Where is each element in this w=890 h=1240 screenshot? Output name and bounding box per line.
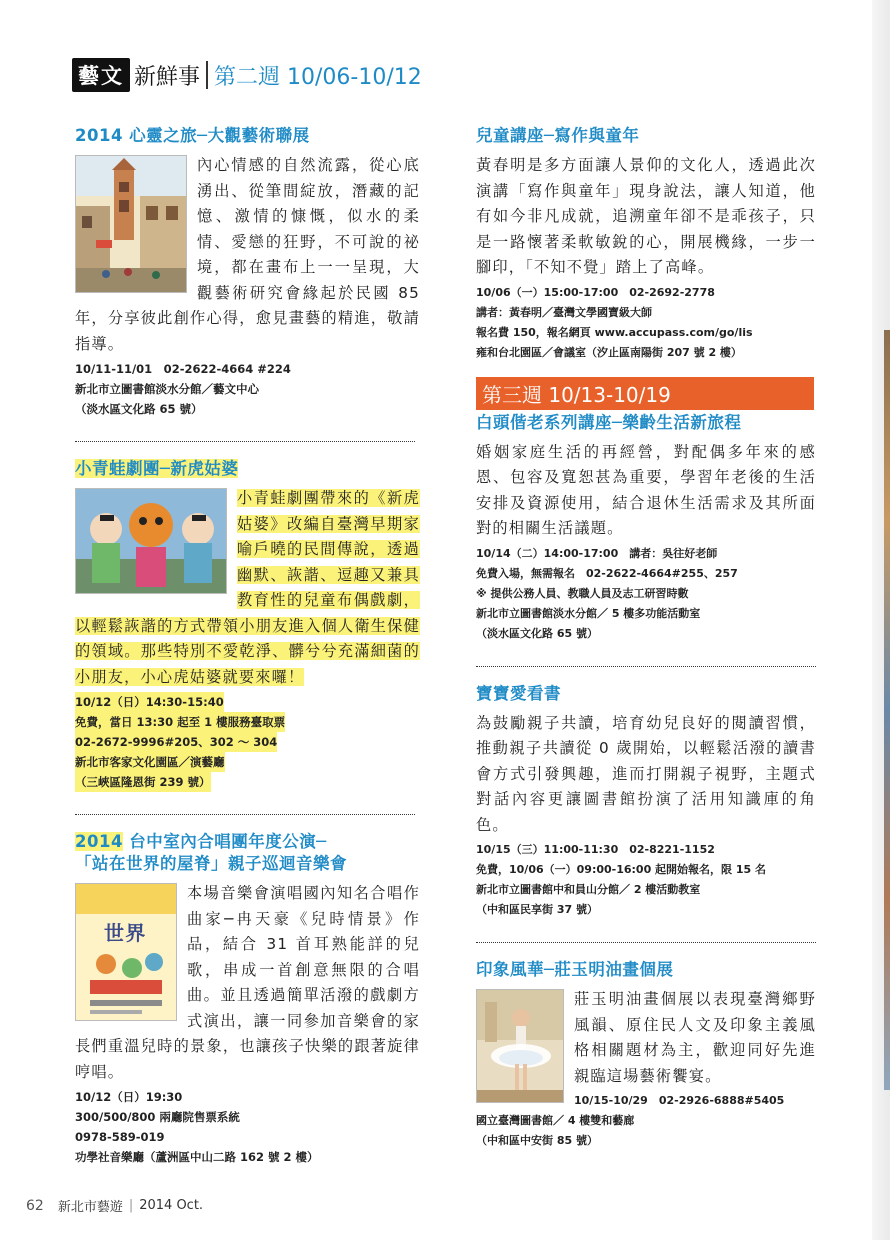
article-body: 黃春明是多方面讓人景仰的文化人，透過此次演講「寫作與童年」現身說法，讓人知道，他有如今非凡成就，追溯童年卻不是乖孩子，只是一路懷著柔軟敏銳的心，開展機緣，一步一腳印，「不知不覺」踏上了高峰。 — [476, 156, 816, 276]
meta-line: 免費，當日 13:30 起至 1 樓服務臺取票 — [75, 712, 285, 732]
article-senior-life — [476, 412, 816, 644]
meta-line: 功學社音樂廳（蘆洲區中山二路 162 號 2 樓） — [75, 1150, 319, 1164]
article-art-exhibition — [75, 125, 420, 419]
magazine-name: 新北市藝遊 — [57, 1200, 123, 1215]
week-heading: 第二週 10/06-10/12 — [214, 64, 422, 90]
article-meta — [75, 692, 420, 792]
meta-line: 10/15（三）11:00-11:30 02-8221-1152 — [476, 843, 715, 856]
article-body: 世界 本場音樂會演唱國內知名合唱作曲家─冉天豪《兒時情景》作品，結合 31 首耳熟能詳的兒歌，串成一首創意無限的合唱曲。並且透過簡單活潑的戲劇方式演出，讓一同參加音樂會的家長們重溫兒時的景象，也讓孩子快樂的跟著旋律哼唱。 — [75, 884, 420, 1081]
meta-line: 雍和台北園區／會議室（汐止區南陽街 207 號 2 樓） — [476, 345, 742, 359]
meta-line: 10/06（一）15:00-17:00 02-2692-2778 — [476, 285, 715, 299]
footer-divider: | — [128, 1198, 134, 1213]
meta-line: 0978-589-019 — [75, 1130, 165, 1144]
meta-line: 10/14（二）14:00-17:00 講者：吳往好老師 — [476, 546, 718, 560]
ballerina-painting-image — [476, 989, 564, 1103]
article-body: 莊玉明油畫個展以表現臺灣鄉野風韻、原住民人文及印象主義風格相關題材為主，歡迎同好先進親臨這場藝術饗宴。 — [476, 987, 816, 1089]
meta-line: 新北市客家文化園區／演藝廳 — [75, 752, 225, 772]
dotted-divider — [476, 666, 816, 667]
adjacent-page-strip — [884, 330, 890, 1090]
issue-date: 2014 Oct. — [139, 1198, 204, 1213]
page-footer — [26, 1196, 203, 1215]
meta-line: ※ 提供公務人員、教職人員及志工研習時數 — [476, 586, 689, 600]
meta-line: 新北市立圖書館中和員山分館／ 2 樓活動教室 — [476, 883, 701, 896]
article-title: 兒童講座─寫作與童年 — [476, 126, 640, 145]
article-body: 為鼓勵親子共讀，培育幼兒良好的閱讀習慣，推動親子共讀從 0 歲開始，以輕鬆活潑的讀書會方式引發興趣，進而打開親子視野，主題式對話內容更讓圖書館扮演了活用知識庫的角色。 — [476, 713, 816, 834]
concert-poster-image — [75, 883, 177, 1021]
meta-line: 免費入場，無需報名 02-2622-4664#255、257 — [476, 566, 738, 580]
article-writing-childhood — [476, 125, 816, 363]
section-name: 新鮮事 — [134, 64, 201, 90]
left-column — [75, 125, 420, 1167]
article-title: 印象風華─莊玉明油畫個展 — [476, 960, 674, 979]
section-header — [72, 58, 422, 92]
article-meta — [75, 1087, 420, 1167]
dotted-divider — [75, 441, 415, 442]
article-meta — [476, 283, 816, 363]
meta-line: （三峽區隆恩街 239 號） — [75, 772, 211, 792]
article-body: 婚姻家庭生活的再經營，對配偶多年來的感恩、包容及寬恕甚為重要，學習年老後的生活安排及資源使用，結合退休生活需求及其所面對的相關生活議題。 — [476, 442, 816, 537]
article-baby-reading — [476, 683, 816, 921]
meta-line: （中和區民享街 37 號） — [476, 903, 598, 916]
week3-banner: 第三週 10/13-10/19 — [476, 377, 814, 410]
article-title: 白頭偕老系列講座─樂齡生活新旅程 — [476, 412, 742, 432]
painting-street-image — [75, 155, 187, 293]
header-divider — [206, 61, 208, 89]
right-column — [476, 125, 816, 1151]
meta-line: 02-2672-9996#205、302 ～ 304 — [75, 732, 277, 752]
meta-line: 10/15-10/29 02-2926-6888#5405 — [574, 1094, 785, 1107]
meta-line: 10/11-11/01 02-2622-4664 #224 — [75, 362, 291, 376]
article-meta — [75, 359, 420, 419]
meta-line: 300/500/800 兩廳院售票系統 — [75, 1110, 240, 1124]
article-body: 內心情感的自然流露，從心底湧出、從筆間綻放，潛藏的記憶、激情的慷慨，似水的柔情、愛戀的狂野，不可說的祕境，都在畫布上一一呈現，大觀藝術研究會緣起於民國 85 年，分享彼此創作心得，愈見畫藝的精進，敬請指導。 — [75, 156, 420, 353]
meta-line: 新北市立圖書館淡水分館／ 5 樓多功能活動室 — [476, 606, 701, 620]
article-puppet-show — [75, 458, 420, 792]
meta-line: 國立臺灣圖書館／ 4 樓雙和藝廊 — [476, 1114, 635, 1127]
svg-text:世界: 世界 — [104, 921, 147, 945]
meta-line: 10/12（日）19:30 — [75, 1090, 183, 1104]
article-meta — [476, 840, 816, 920]
meta-line: （淡水區文化路 65 號） — [476, 626, 598, 640]
article-subtitle: 「站在世界的屋脊」親子巡迴音樂會 — [75, 854, 347, 873]
meta-line: 報名費 150，報名網頁 www.accupass.com/go/lis — [476, 325, 753, 339]
meta-line: （中和區中安街 85 號） — [476, 1134, 598, 1147]
section-tag: 藝文 — [72, 58, 130, 92]
article-meta — [476, 544, 816, 644]
article-title: 小青蛙劇團─新虎姑婆 — [75, 459, 239, 478]
meta-line: 新北市立圖書館淡水分館／藝文中心 — [75, 382, 259, 396]
meta-line: 10/12（日）14:30-15:40 — [75, 692, 224, 712]
dotted-divider — [75, 814, 415, 815]
puppet-show-image — [75, 488, 227, 594]
article-title: 2014 台中室內合唱團年度公演─ — [75, 832, 327, 851]
article-title: 2014 心靈之旅─大觀藝術聯展 — [75, 126, 310, 145]
article-title: 寶寶愛看書 — [476, 683, 561, 703]
article-choir-concert — [75, 831, 420, 1167]
dotted-divider — [476, 942, 816, 943]
meta-line: 免費，10/06（一）09:00-16:00 起開始報名，限 15 名 — [476, 863, 767, 876]
article-body: 小青蛙劇團帶來的《新虎姑婆》改編自臺灣早期家喻戶曉的民間傳說，透過幽默、詼諧、逗趣又兼具教育性的兒童布偶戲劇，以輕鬆詼諧的方式帶領小朋友進入個人衛生保健的領域。那些特別不愛乾淨、髒兮兮充滿細菌的小朋友，小心虎姑婆就要來囉！ — [75, 489, 420, 686]
meta-line: （淡水區文化路 65 號） — [75, 402, 203, 416]
meta-line: 講者：黃春明／臺灣文學國寶級大師 — [476, 305, 652, 319]
page-number: 62 — [26, 1197, 44, 1214]
article-oil-painting — [476, 959, 816, 1151]
